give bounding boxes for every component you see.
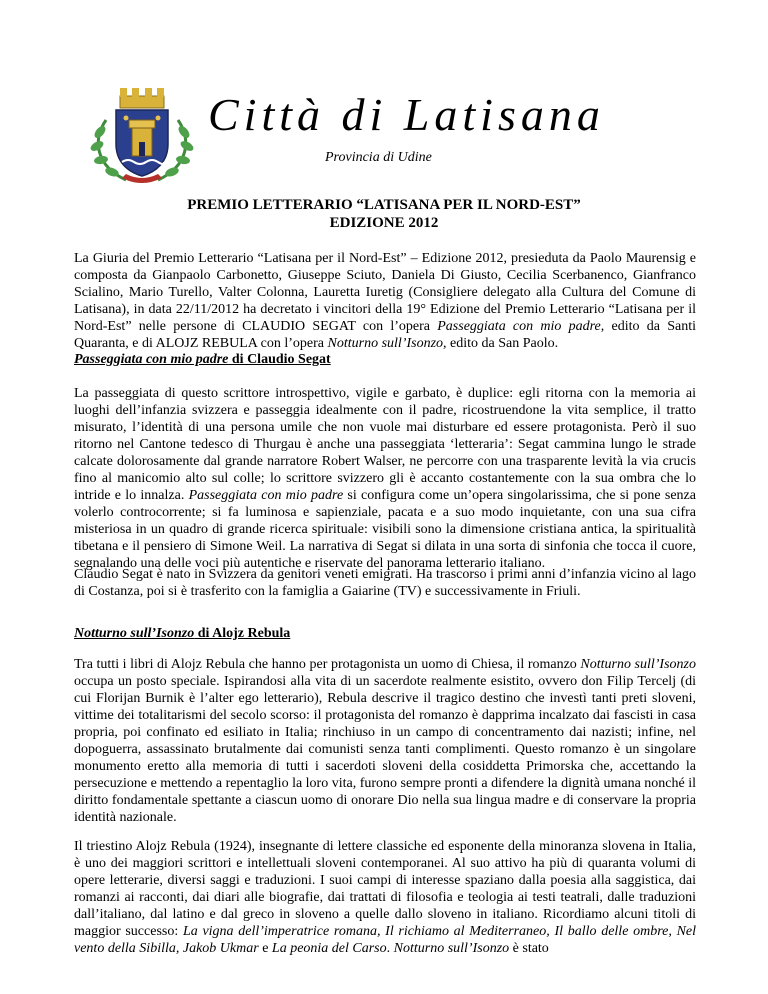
rebula-bio-text-e: è stato bbox=[509, 941, 549, 956]
rebula-bio-text-d: . bbox=[386, 941, 394, 956]
section-title-work: Passeggiata con mio padre bbox=[74, 352, 229, 367]
segat-review-work: Passeggiata con mio padre bbox=[188, 488, 344, 503]
rebula-bio-text-c: e bbox=[258, 941, 272, 956]
section-title-rebula bbox=[74, 625, 290, 642]
intro-text-1: La Giuria del Premio Letterario “Latisana per il Nord-Est” – Edizione 2012, presieduta da Paolo Maurensig e composta da Gianpaolo Carbonetto, Giuseppe Sciuto, Daniela Di Giusto, Cecilia Scerbanenco, Gianfranco Scialino, Mario Turello, Valter Colonna, Lauretta Iuretig (Consigliere delegato alla Cultura del Comune di Latisana), in data 22/11/2012 ha decretato i vincitori della 19° Edizione del Premio Letterario “Latisana per il Nord-Est” nelle persone di CLAUDIO SEGAT con l’opera bbox=[74, 251, 696, 334]
intro-work-2: Notturno sull’Isonzo bbox=[327, 336, 444, 351]
rebula-review-text-b: occupa un posto speciale. Ispirandosi alla vita di un sacerdote realmente esistito, ovvero don Filip Tercelj (di cui Florijan Burnik è l’alter ego letterario), Rebula descrive il tragico destino che investì tanti preti sloveni, vittime dei totalitarismi del secolo scorso: il protagonista del romanzo è dapprima incalzato dai fascisti in casa propria, poi confinato ed esiliato in Italia; rinchiuso in un campo di concentramento dai nazisti; infine, nel dopoguerra, assassinato brutalmente dai comunisti senza tanti complimenti. Questo romanzo è un singolare monumento eretto alla memoria di tutti i sacerdoti sloveni della cosiddetta Primorska che, accettando la persecuzione e mettendo a repentaglio la loro vita, furono sempre pronti a difendere la dignità umana nonché il diritto fondamentale spettante a ciascun uomo di onorare Dio nella sua lingua madre e di conservare la propria identità nazionale. bbox=[74, 674, 696, 825]
rebula-review-work: Notturno sull’Isonzo bbox=[580, 657, 696, 672]
section-title-author: di Alojz Rebula bbox=[194, 626, 291, 641]
city-title: Città di Latisana bbox=[208, 89, 605, 140]
section-title-work: Notturno sull’Isonzo bbox=[74, 626, 195, 641]
rebula-bio-text-a: Il triestino Alojz Rebula (1924), insegnante di lettere classiche ed esponente della minoranza slovena in Italia, è uno dei maggiori scrittori e intellettuali sloveni contemporanei. Al suo attivo ha più di quaranta volumi di opere letterarie, diversi saggi e traduzioni. I suoi campi di interesse spaziano dalla poesia alla saggistica, dai romanzi ai racconti, dai diari alle biografie, dai trattati di filosofia e teologia ai testi teatrali, dalle traduzioni dall’italiano, dal latino e dal greco in sloveno a quelle dallo sloveno in italiano. Ricordiamo alcuni titoli di maggior successo: bbox=[74, 839, 696, 939]
segat-bio-paragraph: Claudio Segat è nato in Svizzera da genitori veneti emigrati. Ha trascorso i primi anni d’infanzia vicino al lago di Costanza, poi si è trasferito con la famiglia a Gaiarine (TV) e successivamente in Friuli. bbox=[74, 567, 696, 599]
segat-review-text-a: La passeggiata di questo scrittore introspettivo, vigile e garbato, è duplice: egli ritorna con la memoria ai luoghi dell’infanzia svizzera e passeggia idealmente con il padre, ricostruendone la vita semplice, il tratto misurato, l’identità di una persona umile che non vuole mai disturbare ed essere protagonista. Però il suo ritorno nel Cantone tedesco di Thurgau è anche una passeggiata ‘letteraria’: Segat cammina lungo le strade calcate dolorosamente dal grande narratore Robert Walser, ne percorre con una trasparente levità la via crucis fino al manicomio alto sul colle; lo scrittore svizzero gli è accanto costantemente con la sua ombra che lo intride e lo innalza. bbox=[74, 386, 696, 503]
city-crest-logo bbox=[86, 82, 198, 188]
rebula-bio-work: Notturno sull’Isonzo bbox=[393, 941, 510, 956]
intro-text-3: , edito da San Paolo. bbox=[443, 336, 559, 351]
section-title-segat bbox=[74, 351, 331, 368]
edition-title: EDIZIONE 2012 bbox=[329, 215, 439, 231]
segat-review-paragraph bbox=[74, 385, 696, 572]
intro-text-2: , edito da Santi Quaranta, e di ALOJZ REBULA con l’opera bbox=[74, 319, 696, 351]
rebula-review-text-a: Tra tutti i libri di Alojz Rebula che hanno per protagonista un uomo di Chiesa, il romanzo bbox=[74, 657, 581, 672]
segat-review-text-b: si configura come un’opera singolarissima, che si pone senza volerlo controcorrente; si fa luminosa e sapienziale, pacata e a suo modo inquietante, con una sua cifra misteriosa in un quadro di grande ricerca spirituale: visibili sono la dimensione cristiana antica, la spiritualità tibetana e il pensiero di Simone Weil. La narrativa di Segat si dilata in una sorta di sinfonia che tocca il cuore, segnalando una delle voci più autentiche e riservate del panorama letterario italiano. bbox=[74, 488, 696, 571]
rebula-bio-paragraph bbox=[74, 838, 696, 957]
province-subtitle: Provincia di Udine bbox=[325, 150, 432, 165]
rebula-bio-titles: La vigna dell’imperatrice romana, Il richiamo al Mediterraneo, Il ballo delle ombre, Nel vento della Sibilla, Jakob Ukmar bbox=[74, 924, 697, 956]
intro-work-1: Passeggiata con mio padre bbox=[437, 319, 601, 334]
rebula-bio-last-title: La peonia del Carso bbox=[271, 941, 387, 956]
section-title-author: di Claudio Segat bbox=[228, 352, 331, 367]
intro-paragraph bbox=[74, 250, 696, 352]
rebula-review-paragraph bbox=[74, 656, 696, 826]
prize-title: PREMIO LETTERARIO “LATISANA PER IL NORD-EST” bbox=[187, 197, 581, 213]
